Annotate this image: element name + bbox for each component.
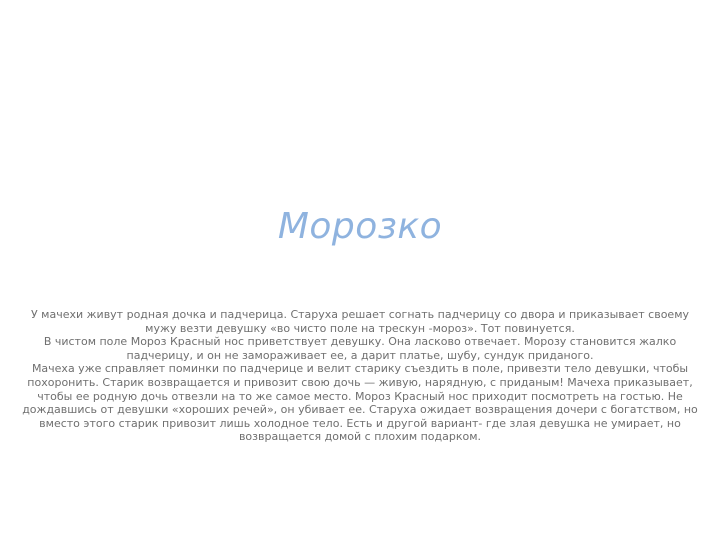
paragraph-3: Мачеха уже справляет поминки по падчерице и велит старику съездить в поле, привезти тело девушки, чтобы похоронить. Старик возвращается и привозит свою дочь — живую, нарядную, с приданым! Мачеха приказывает, чтобы ее родную дочь отвезли на то же самое место. Мороз Красный нос приходит посмотреть на гостью. Не дождавшись от девушки «хороших речей», он убивает ее. Старуха ожидает возвращения дочери с богатством, но вместо этого старик привозит лишь холодное тело. Есть и другой вариант- где злая девушка не умирает, но возвращается домой с плохим подарком. [22,362,698,444]
slide-body-text [20,308,700,444]
paragraph-2: В чистом поле Мороз Красный нос приветствует девушку. Она ласково отвечает. Морозу становится жалко падчерицу, и он не замораживает ее, а дарит платье, шубу, сундук приданого. [43,335,677,362]
slide-title: Морозко [277,206,443,247]
paragraph-1: У мачехи живут родная дочка и падчерица. Старуха решает согнать падчерицу со двора и приказывает своему мужу везти девушку «во чисто поле на трескун -мороз». Тот повинуется. [30,308,690,335]
